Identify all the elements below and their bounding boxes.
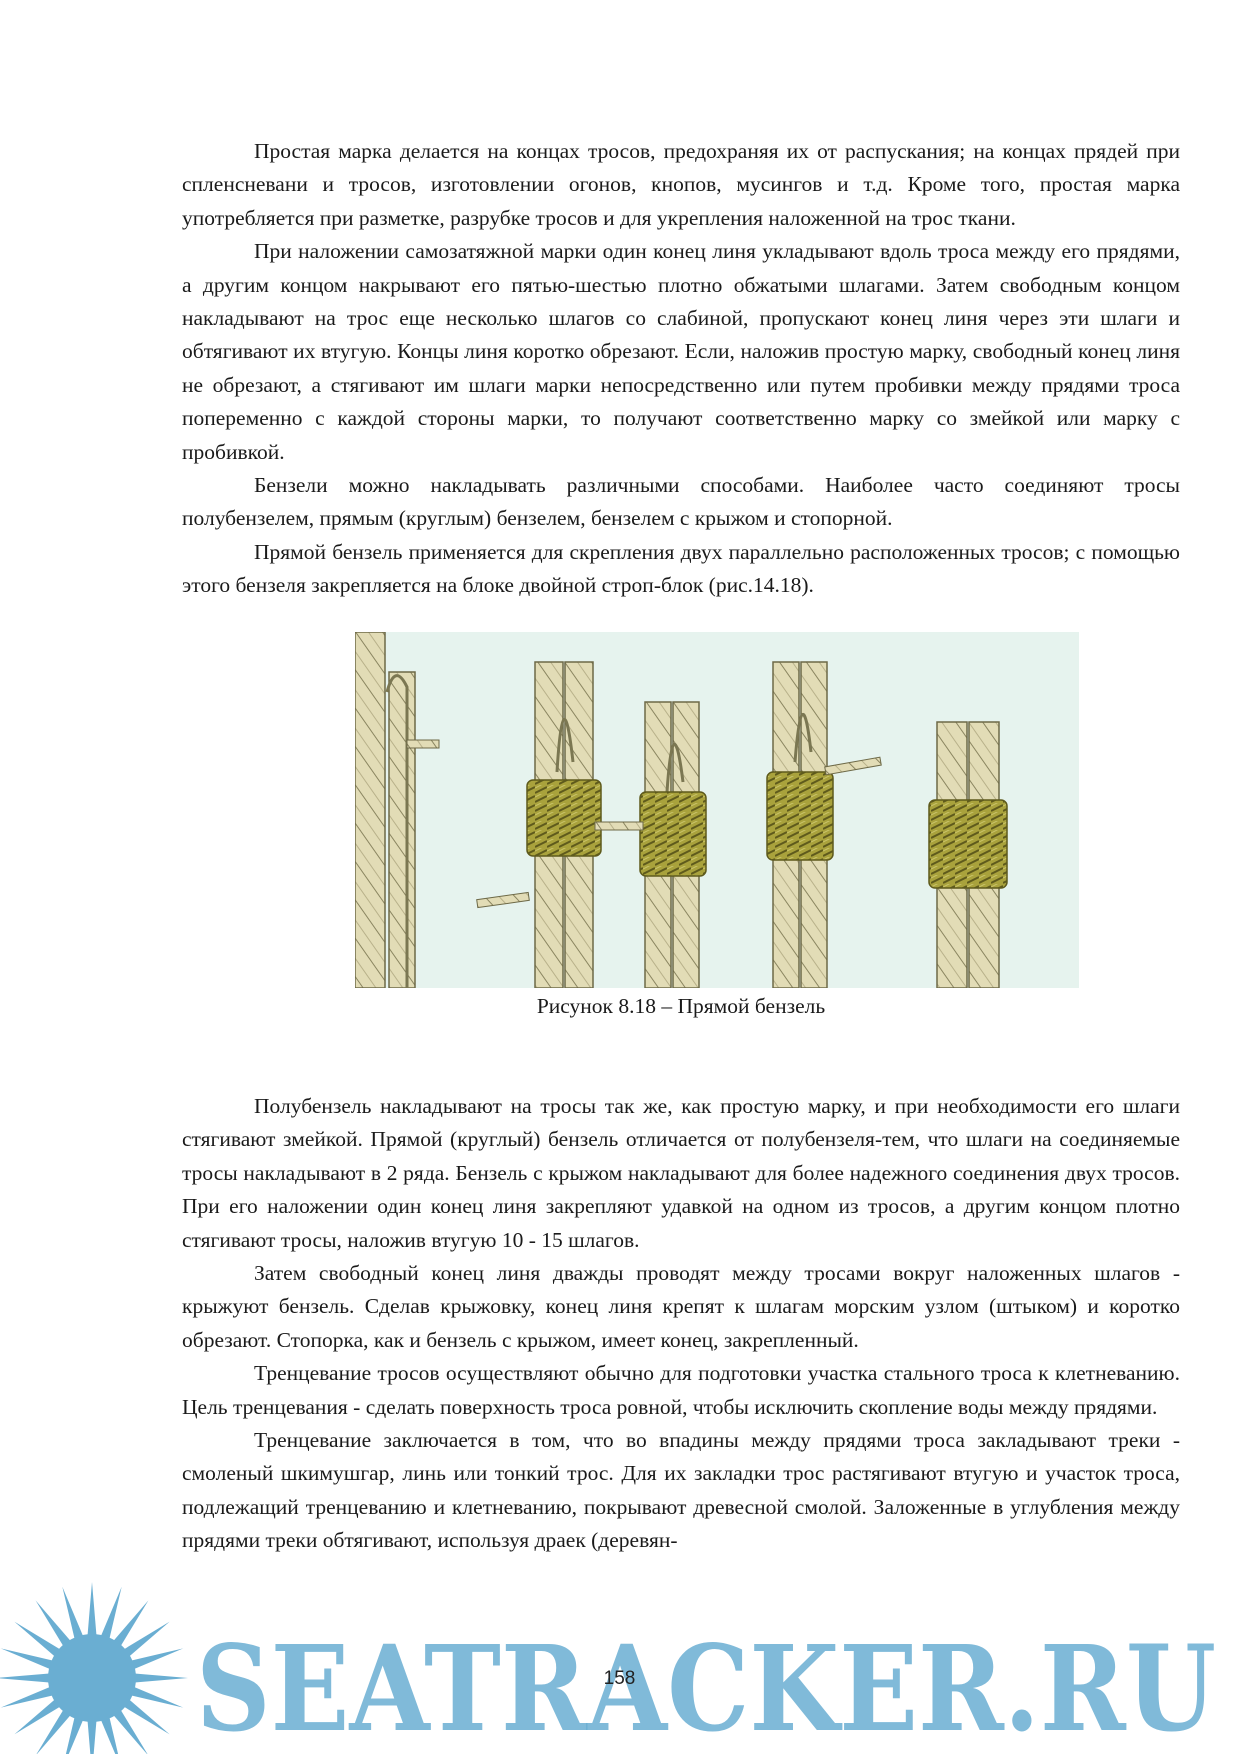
sun-ray bbox=[121, 1698, 169, 1735]
sun-ray bbox=[128, 1648, 183, 1670]
sun-ray bbox=[112, 1707, 149, 1754]
sun-ray bbox=[100, 1714, 122, 1754]
stage-4 bbox=[767, 662, 881, 988]
stage-2 bbox=[477, 662, 601, 988]
text-block-bottom bbox=[182, 1090, 1180, 1558]
text-block-top bbox=[182, 135, 1180, 603]
sun-ray bbox=[14, 1698, 62, 1735]
sun-ray bbox=[14, 1622, 62, 1659]
paragraph: Прямой бензель применяется для скрепления двух параллельно расположенных тросов; с помощью этого бензеля закрепляется на блоке двойной строп-блок (рис.14.18). bbox=[182, 539, 1180, 598]
rope-seizing-illustration bbox=[355, 632, 1079, 988]
sun-ray bbox=[1, 1648, 56, 1670]
paragraph: Затем свободный конец линя дважды проводят между тросами вокруг наложенных шлагов - крыжуют бензель. Сделав крыжовку, конец линя крепят к шлагам морским узлом (штыком) и коротко обрезают. Стопорка, как и бензель с крыжом, имеет конец, закрепленный. bbox=[182, 1261, 1180, 1352]
paragraph: Простая марка делается на концах тросов, предохраняя их от распускания; на концах прядей при спленсневани и тросов, изготовлении огонов, кнопов, мусингов и т.д. Кроме того, простая марка употребляется при разметке, разрубке тросов и для укрепления наложенной на трос ткани. bbox=[182, 139, 1180, 230]
sun-ray bbox=[36, 1707, 73, 1754]
figure-caption: Рисунок 8.18 – Прямой бензель bbox=[536, 994, 826, 1018]
paragraph: Тренцевание заключается в том, что во впадины между прядями троса закладывают треки - смоленый шкимушгар, линь или тонкий трос. Для их закладки трос растягивают втугую и участок троса, подлежащий тренцеванию и клетневанию, покрывают древесной смолой. Заложенные в углубления между прядями треки обтягивают, используя драек (деревян- bbox=[182, 1428, 1180, 1553]
sun-ray bbox=[62, 1587, 84, 1642]
watermark bbox=[0, 1560, 1239, 1754]
page-number: 158 bbox=[603, 1668, 636, 1689]
sun-ray bbox=[87, 1718, 96, 1754]
paragraph: Тренцевание тросов осуществляют обычно для подготовки участка стального троса к клетневанию. Цель тренцевания - сделать поверхность троса ровной, чтобы исключить скопление воды между прядями. bbox=[182, 1361, 1180, 1419]
paragraph: Полубензель накладывают на тросы так же, как простую марку, и при необходимости его шлаги стягивают змейкой. Прямой (круглый) бензель отличается от полубензеля-тем, что шлаги на соединяемые тросы накладывают в 2 ряда. Бензель с крыжом накладывают для более надежного соединения двух тросов. При его наложении один конец линя закрепляют удавкой на одном из тросов, а другим концом плотно стягивают тросы, наложив втугую 10 - 15 шлагов. bbox=[182, 1094, 1180, 1252]
paragraph: При наложении самозатяжной марки один конец линя укладывают вдоль троса между его прядями, а другим концом накрывают его пятью-шестью плотно обжатыми шлагами. Затем свободным концом накладывают на трос еще несколько шлагов со слабиной, пропускают конец линя через эти шлаги и обтягивают их втугую. Концы линя коротко обрезают. Если, наложив простую марку, свободный конец линя не обрезают, а стягивают им шлаги марки непосредственно или путем пробивки между прядями троса попеременно с каждой стороны марки, то получают соответственно марку со змейкой или марку с пробивкой. bbox=[182, 239, 1180, 464]
stage-5 bbox=[929, 722, 1007, 988]
watermark-text: SEATRACKER.RU bbox=[196, 1619, 1216, 1754]
paragraph: Бензели можно накладывать различными способами. Наиболее часто соединяют тросы полубензелем, прямым (круглым) бензелем, бензелем с крыжом и стопорной. bbox=[182, 473, 1180, 531]
sun-ray bbox=[100, 1587, 122, 1642]
stage-1 bbox=[355, 632, 439, 988]
sun-ray bbox=[121, 1622, 169, 1659]
sun-ray bbox=[112, 1600, 149, 1648]
sun-ray bbox=[62, 1714, 84, 1754]
figure-rope-seizing bbox=[355, 632, 1079, 988]
sun-ray bbox=[36, 1600, 73, 1648]
stage-3 bbox=[595, 702, 706, 988]
sun-ray bbox=[87, 1582, 96, 1638]
